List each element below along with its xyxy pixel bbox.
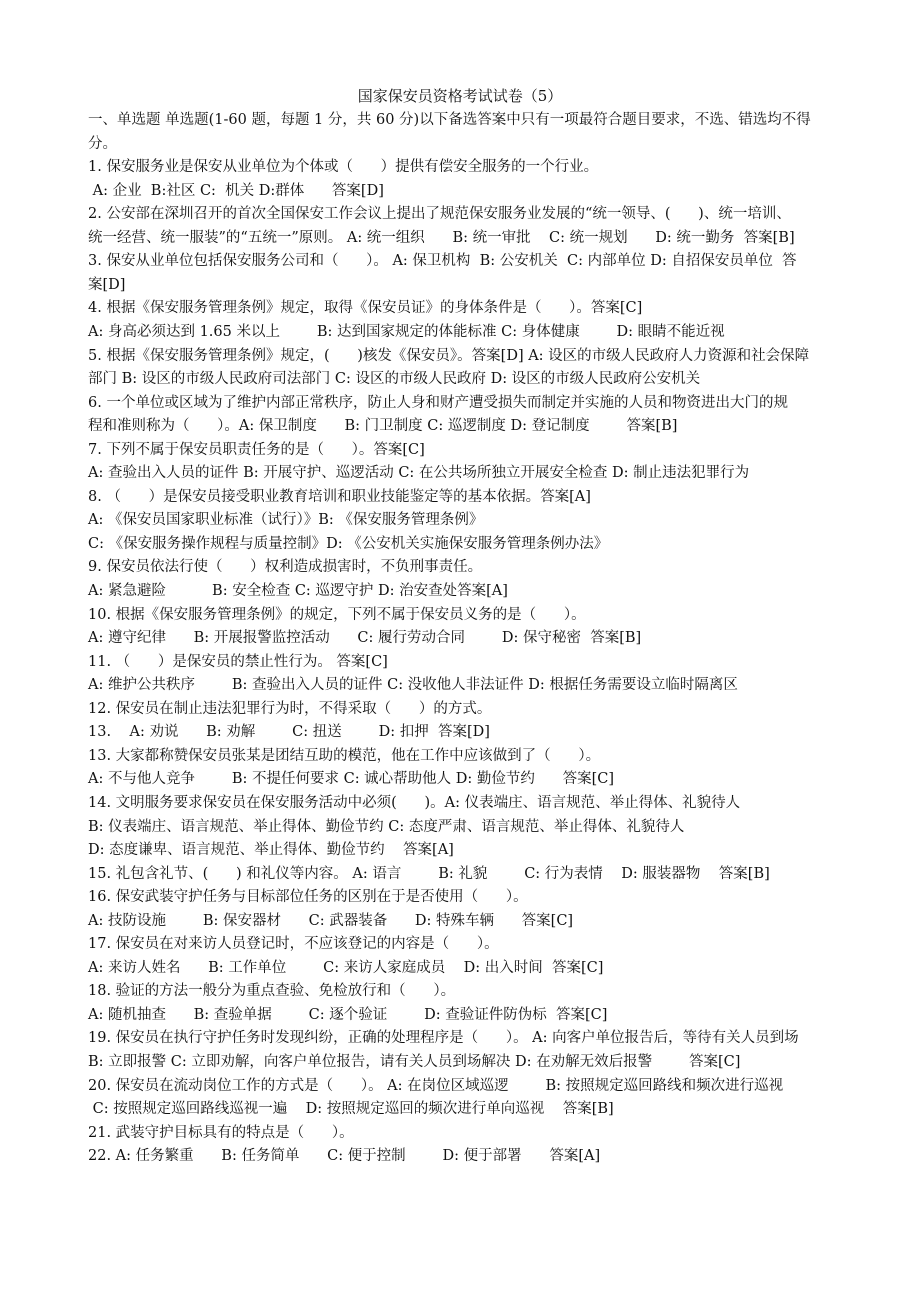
text-line: A: 不与他人竞争 B: 不提任何要求 C: 诚心帮助他人 D: 勤俭节约 答案[C]: [88, 771, 614, 788]
text-line: A: 紧急避险 B: 安全检查 C: 巡逻守护 D: 治安查处答案[A]: [88, 583, 508, 599]
text-line: 8. （ ）是保安员接受职业教育培训和职业技能鉴定等的基本依据。答案[A]: [88, 488, 591, 505]
text-line: 程和准则称为（ ）。A: 保卫制度 B: 门卫制度 C: 巡逻制度 D: 登记制度 答案[B]: [88, 418, 678, 435]
text-line: A: 遵守纪律 B: 开展报警监控活动 C: 履行劳动合同 D: 保守秘密 答案[B]: [88, 630, 642, 647]
text-line: 2. 公安部在深圳召开的首次全国保安工作会议上提出了规范保安服务业发展的“统一领导、( )、统一培训、: [88, 206, 791, 223]
text-line: 4. 根据《保安服务管理条例》规定，取得《保安员证》的身体条件是（ ）。答案[C]: [88, 300, 643, 317]
text-line: A: 企业 B:社区 C: 机关 D:群体 答案[D]: [88, 182, 384, 199]
text-line: 16. 保安武装守护任务与目标部位任务的区别在于是否使用（ ）。: [88, 889, 528, 906]
text-line: D: 态度谦卑、语言规范、举止得体、勤俭节约 答案[A]: [88, 842, 454, 859]
text-line: 6. 一个单位或区域为了维护内部正常秩序，防止人身和财产遭受损失而制定并实施的人员和物资进出大门的规: [88, 394, 788, 411]
text-line: 20. 保安员在流动岗位工作的方式是（ ）。 A: 在岗位区域巡逻 B: 按照规定巡回路线和频次进行巡视: [88, 1077, 784, 1094]
text-line: 21. 武装守护目标具有的特点是（ ）。: [88, 1124, 354, 1141]
text-line: 22. A: 任务繁重 B: 任务简单 C: 便于控制 D: 便于部署 答案[A]: [88, 1148, 601, 1165]
text-line: 3. 保安从业单位包括保安服务公司和（ ）。 A: 保卫机构 B: 公安机关 C: 内部单位 D: 自招保安员单位 答: [88, 253, 797, 270]
text-line: 18. 验证的方法一般分为重点查验、免检放行和（ ）。: [88, 983, 456, 1000]
text-line: B: 仪表端庄、语言规范、举止得体、勤俭节约 C: 态度严肃、语言规范、举止得体、礼貌待人: [88, 818, 685, 835]
text-line: B: 立即报警 C: 立即劝解，向客户单位报告，请有关人员到场解决 D: 在劝解无效后报警 答案[C]: [88, 1054, 741, 1070]
text-line: 部门 B: 设区的市级人民政府司法部门 C: 设区的市级人民政府 D: 设区的市级人民政府公安机关: [88, 371, 701, 388]
text-line: 17. 保安员在对来访人员登记时，不应该登记的内容是（ ）。: [88, 936, 499, 953]
text-line: 7. 下列不属于保安员职责任务的是（ ）。答案[C]: [88, 441, 425, 458]
text-line: A: 查验出入人员的证件 B: 开展守护、巡逻活动 C: 在公共场所独立开展安全检查 D: 制止违法犯罪行为: [88, 465, 750, 482]
text-line: A: 随机抽查 B: 查验单据 C: 逐个验证 D: 查验证件防伪标 答案[C]: [88, 1006, 608, 1023]
text-line: 11. （ ）是保安员的禁止性行为。 答案[C]: [88, 653, 388, 670]
text-line: C: 《保安服务操作规程与质量控制》D: 《公安机关实施保安服务管理条例办法》: [88, 535, 609, 552]
text-line: A: 技防设施 B: 保安器材 C: 武器装备 D: 特殊车辆 答案[C]: [88, 912, 574, 929]
text-line: A: 身高必须达到 1.65 米以上 B: 达到国家规定的体能标准 C: 身体健康 D: 眼睛不能近视: [88, 323, 725, 340]
text-line: 10. 根据《保安服务管理条例》的规定，下列不属于保安员义务的是（ ）。: [88, 606, 586, 623]
text-line: 12. 保安员在制止违法犯罪行为时，不得采取（ ）的方式。: [88, 700, 492, 717]
text-line: A: 来访人姓名 B: 工作单位 C: 来访人家庭成员 D: 出入时间 答案[C]: [88, 959, 604, 976]
text-line: 13. 大家都称赞保安员张某是团结互助的模范，他在工作中应该做到了（ ）。: [88, 747, 601, 764]
text-line: C: 按照规定巡回路线巡视一遍 D: 按照规定巡回的频次进行单向巡视 答案[B]: [88, 1101, 614, 1118]
text-line: 5. 根据《保安服务管理条例》规定，( )核发《保安员》。答案[D] A: 设区的市级人民政府人力资源和社会保障: [88, 347, 810, 364]
text-line: 1. 保安服务业是保安从业单位为个体或（ ）提供有偿安全服务的一个行业。: [88, 159, 599, 176]
text-line: 14. 文明服务要求保安员在保安服务活动中必须( )。A: 仪表端庄、语言规范、举止得体、礼貌待人: [88, 794, 741, 811]
text-line: 9. 保安员依法行使（ ）权利造成损害时，不负刑事责任。: [88, 559, 483, 576]
text-line: A: 维护公共秩序 B: 查验出入人员的证件 C: 没收他人非法证件 D: 根据任务需要设立临时隔离区: [88, 677, 738, 694]
page-title: 国家保安员资格考试试卷（5）: [357, 87, 563, 105]
text-line: 分。: [88, 135, 117, 152]
text-line: 统一经营、统一服装”的“五统一”原则。 A: 统一组织 B: 统一审批 C: 统一规划 D: 统一勤务 答案[B]: [88, 229, 795, 246]
text-line: 一、单选题 单选题(1-60 题，每题 1 分，共 60 分)以下备选答案中只有一项最符合题目要求，不选、错选均不得: [88, 112, 811, 128]
text-line: A: 《保安员国家职业标准（试行）》B: 《保安服务管理条例》: [88, 512, 484, 529]
text-line: 案[D]: [88, 276, 126, 293]
text-line: 15. 礼包含礼节、( ) 和礼仪等内容。 A: 语言 B: 礼貌 C: 行为表情 D: 服装器物 答案[B]: [88, 865, 770, 882]
text-line: 19. 保安员在执行守护任务时发现纠纷，正确的处理程序是（ ）。 A: 向客户单位报告后，等待有关人员到场: [88, 1030, 799, 1047]
text-line: 13. A: 劝说 B: 劝解 C: 扭送 D: 扣押 答案[D]: [88, 724, 490, 741]
